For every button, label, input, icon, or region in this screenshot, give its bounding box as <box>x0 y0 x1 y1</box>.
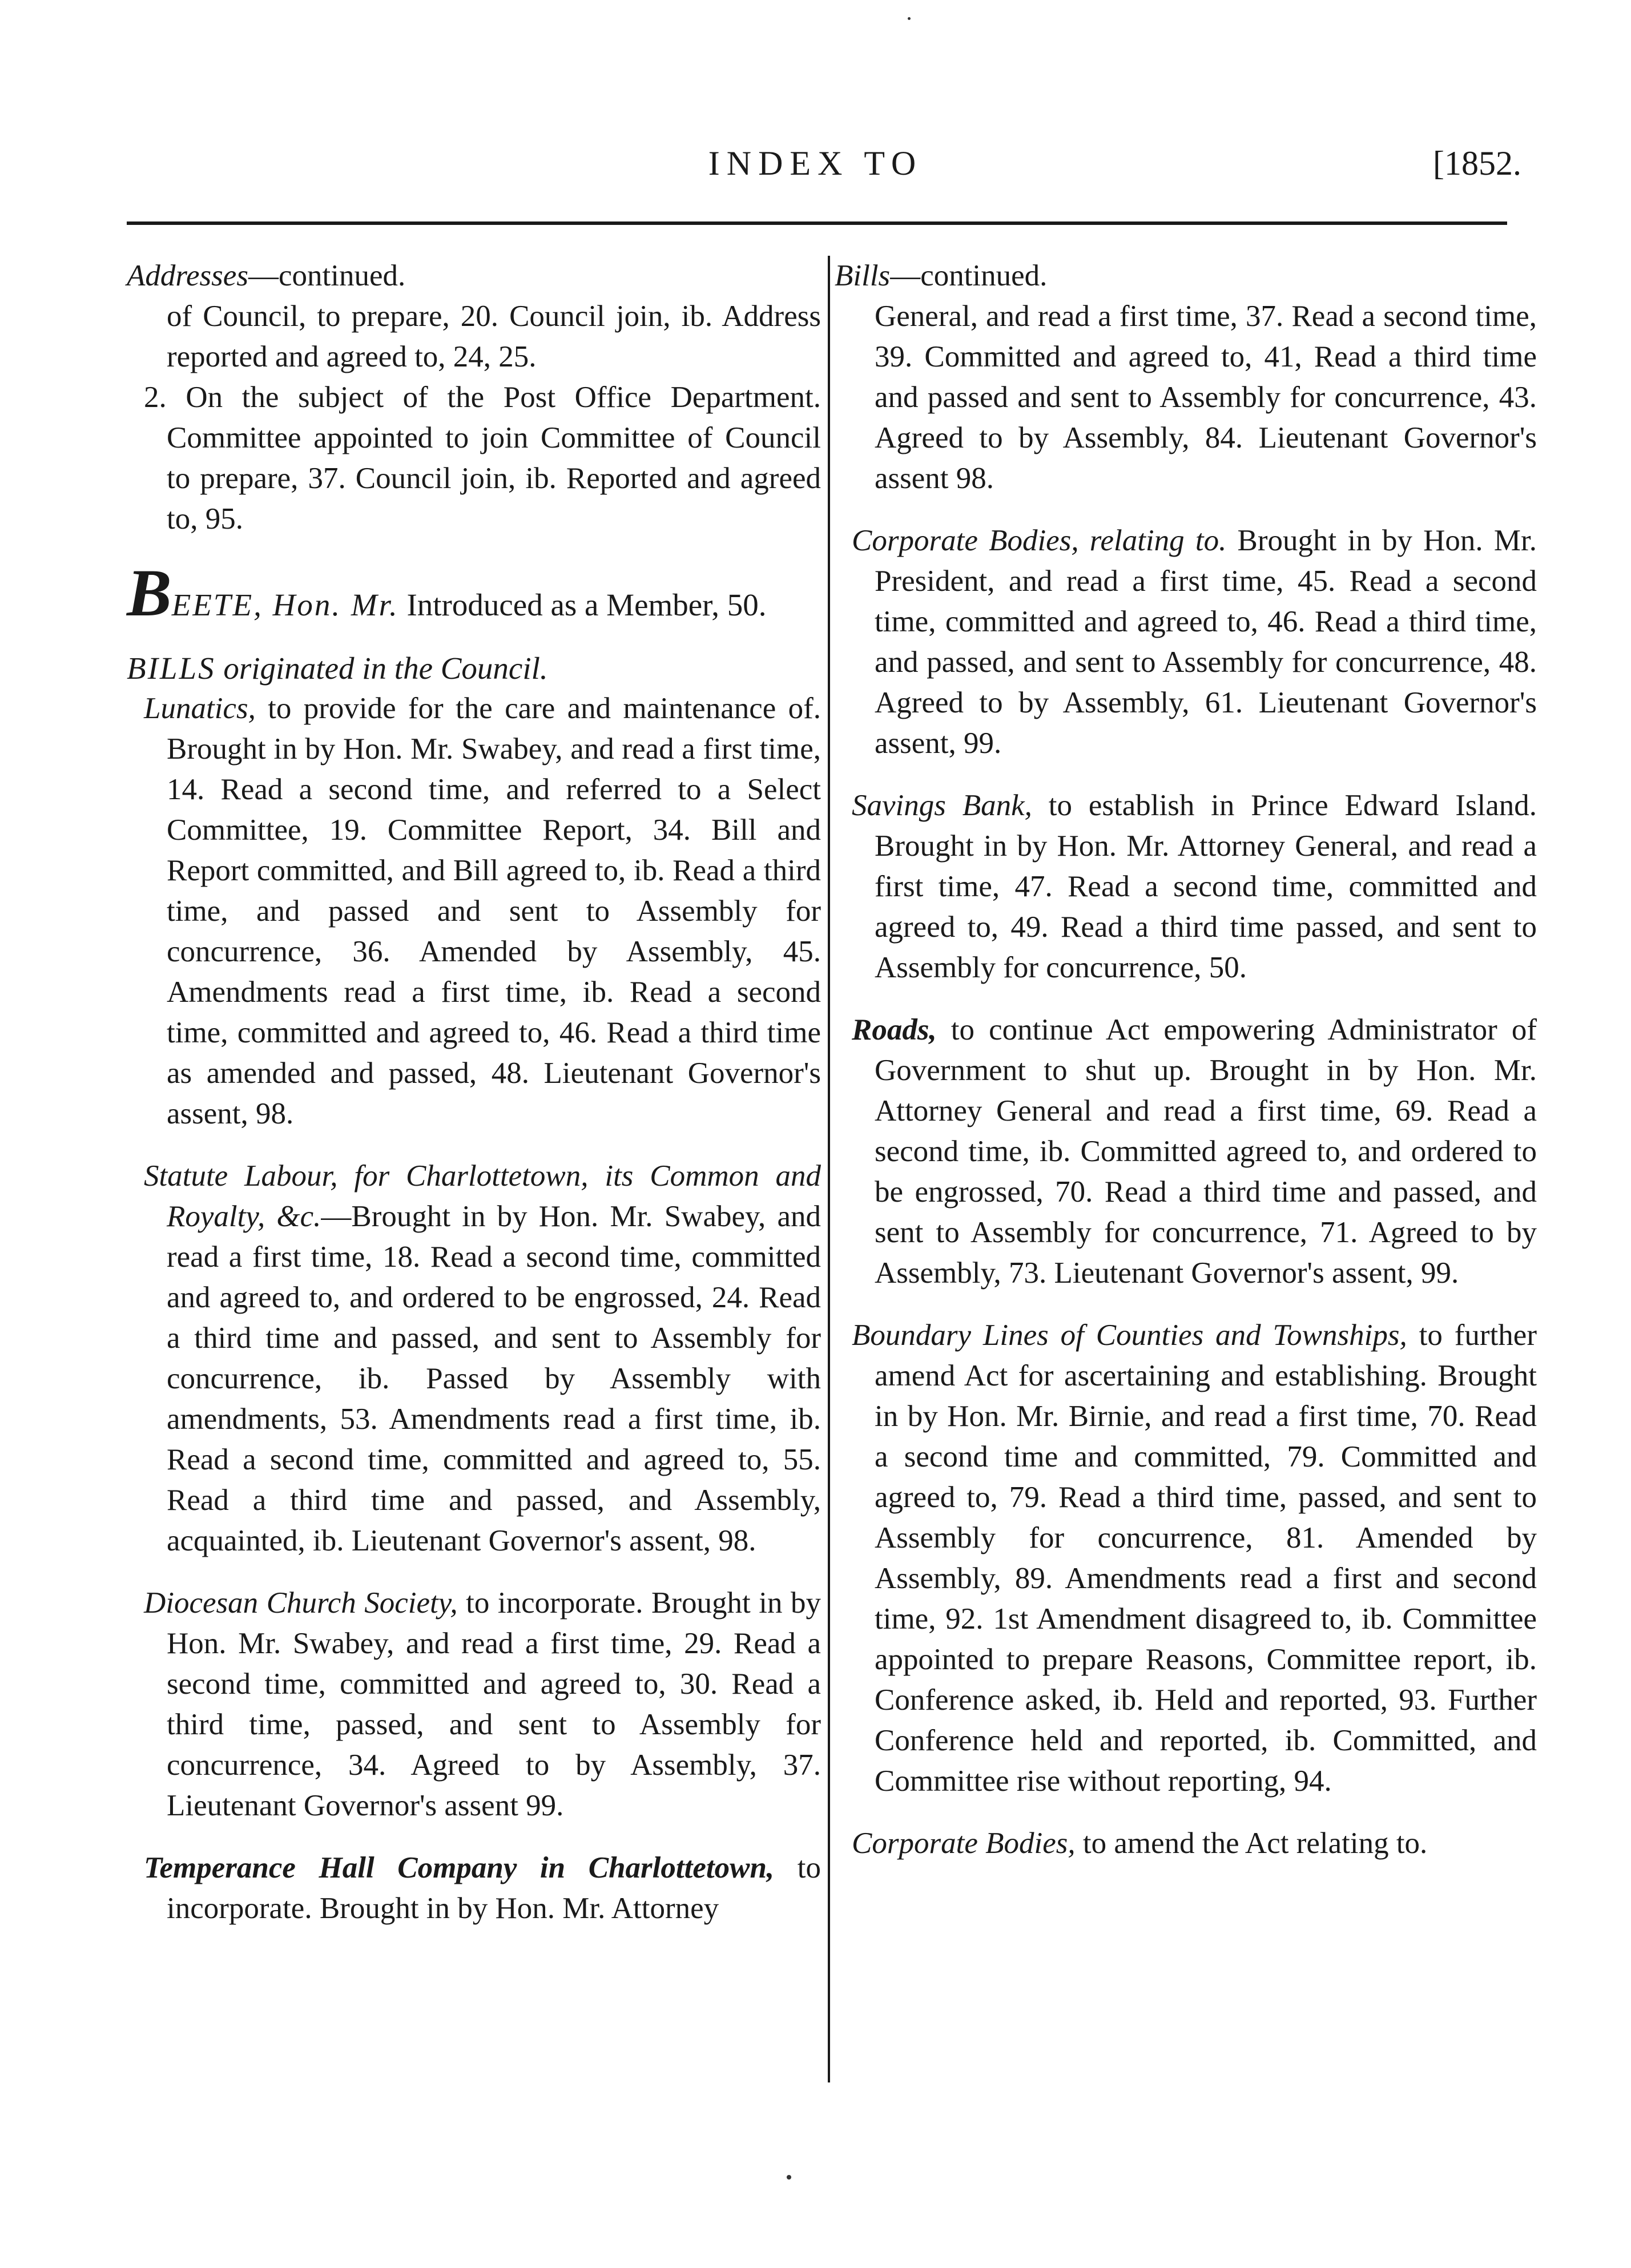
statute-labour-entry: Statute Labour, for Charlottetown, its Common and Royalty, &c.—Brought in by Hon. Mr. Swabey, and read a first time, 18. Read a second time, committed and agreed to, and ordered to be engrossed, 24. Read a third time and passed, and sent to Assembly for concurrence, ib. Passed by Assembly with amendments, 53. Amendments read a first time, ib. Read a second time, committed and agreed to, 55. Read a third time and passed, and Assembly, acquainted, ib. Lieutenant Governor's assent, 98. <box>144 1159 821 1557</box>
lunatics-entry: Lunatics, to provide for the care and maintenance of. Brought in by Hon. Mr. Swabey, and read a first time, 14. Read a second time, and referred to a Select Committee, 19. Committee Report, 34. Bill and Report committed, and Bill agreed to, ib. Read a third time, and passed and sent to Assembly for concurrence, 36. Amended by Assembly, 45. Amendments read a first time, ib. Read a second time, committed and agreed to, 46. Read a third time as amended and passed, 48. Lieutenant Governor's assent, 98. <box>144 692 821 1130</box>
temperance-entry: Temperance Hall Company in Charlottetown, to incorporate. Brought in by Hon. Mr. Attorney <box>144 1851 821 1925</box>
savings-bank-entry: Savings Bank, to establish in Prince Edward Island. Brought in by Hon. Mr. Attorney General, and read a first time, 47. Read a second time, committed and agreed to, 49. Read a third time passed, and sent to Assembly for concurrence, 50. <box>852 789 1537 984</box>
beete-entry: BEETE, Hon. Mr. Introduced as a Member, 50. <box>127 555 767 630</box>
bottom-speck <box>787 2175 791 2180</box>
addresses-entry-2: 2. On the subject of the Post Office Department. Committee appointed to join Committee of Council to prepare, 37. Council join, ib. Reported and agreed to, 95. <box>144 381 821 535</box>
left-column <box>127 256 821 1929</box>
right-column <box>835 256 1537 1864</box>
column-divider <box>828 256 830 2082</box>
bills-continued-heading: Bills—continued. <box>835 259 1048 292</box>
page-header <box>0 144 1631 195</box>
addresses-entry-1: of Council, to prepare, 20. Council join, ib. Address reported and agreed to, 24, 25. <box>167 300 821 373</box>
diocesan-entry: Diocesan Church Society, to incorporate. Brought in by Hon. Mr. Swabey, and read a first time, 29. Read a second time, committed and agreed to, 30. Read a third time, passed, and sent to Assembly for concurrence, 34. Agreed to by Assembly, 37. Lieutenant Governor's assent 99. <box>144 1586 821 1822</box>
top-speck <box>908 17 911 20</box>
corporate-bodies-entry: Corporate Bodies, relating to. Brought in by Hon. Mr. President, and read a first time, 45. Read a second time, committed and agreed to, 46. Read a third time, and passed, and sent to Assembly for concurrence, 48. Agreed to by Assembly, 61. Lieutenant Governor's assent, 99. <box>852 524 1537 760</box>
bills-continued-entry: General, and read a first time, 37. Read a second time, 39. Committed and agreed to, 41, Read a third time and passed and sent to Assembly for concurrence, 43. Agreed to by Assembly, 84. Lieutenant Governor's assent 98. <box>875 300 1537 495</box>
addresses-heading: Addresses—continued. <box>127 259 406 292</box>
running-title: INDEX TO <box>708 144 923 182</box>
header-rule <box>127 221 1507 225</box>
corporate-bodies-amend-entry: Corporate Bodies, to amend the Act relating to. <box>852 1827 1428 1860</box>
roads-entry: Roads, to continue Act empowering Administrator of Government to shut up. Brought in by Hon. Mr. Attorney General and read a first time, 69. Read a second time, ib. Committed agreed to, and ordered to be engrossed, 70. Read a third time and passed, and sent to Assembly for concurrence, 71. Agreed to by Assembly, 73. Lieutenant Governor's assent, 99. <box>852 1013 1537 1290</box>
page-year: [1852. <box>1433 144 1521 182</box>
bills-section-heading: BILLS originated in the Council. <box>127 651 548 686</box>
boundary-lines-entry: Boundary Lines of Counties and Townships, to further amend Act for ascertaining and establishing. Brought in by Hon. Mr. Birnie, and read a first time, 70. Read a second time and committed, 79. Committed and agreed to, 79. Read a third time, passed, and sent to Assembly for concurrence, 81. Amended by Assembly, 89. Amendments read a first and second time, 92. 1st Amendment disagreed to, ib. Committee appointed to prepare Reasons, Committee report, ib. Conference asked, ib. Held and reported, 93. Further Conference held and reported, ib. Committed, and Committee rise without reporting, 94. <box>852 1319 1537 1798</box>
